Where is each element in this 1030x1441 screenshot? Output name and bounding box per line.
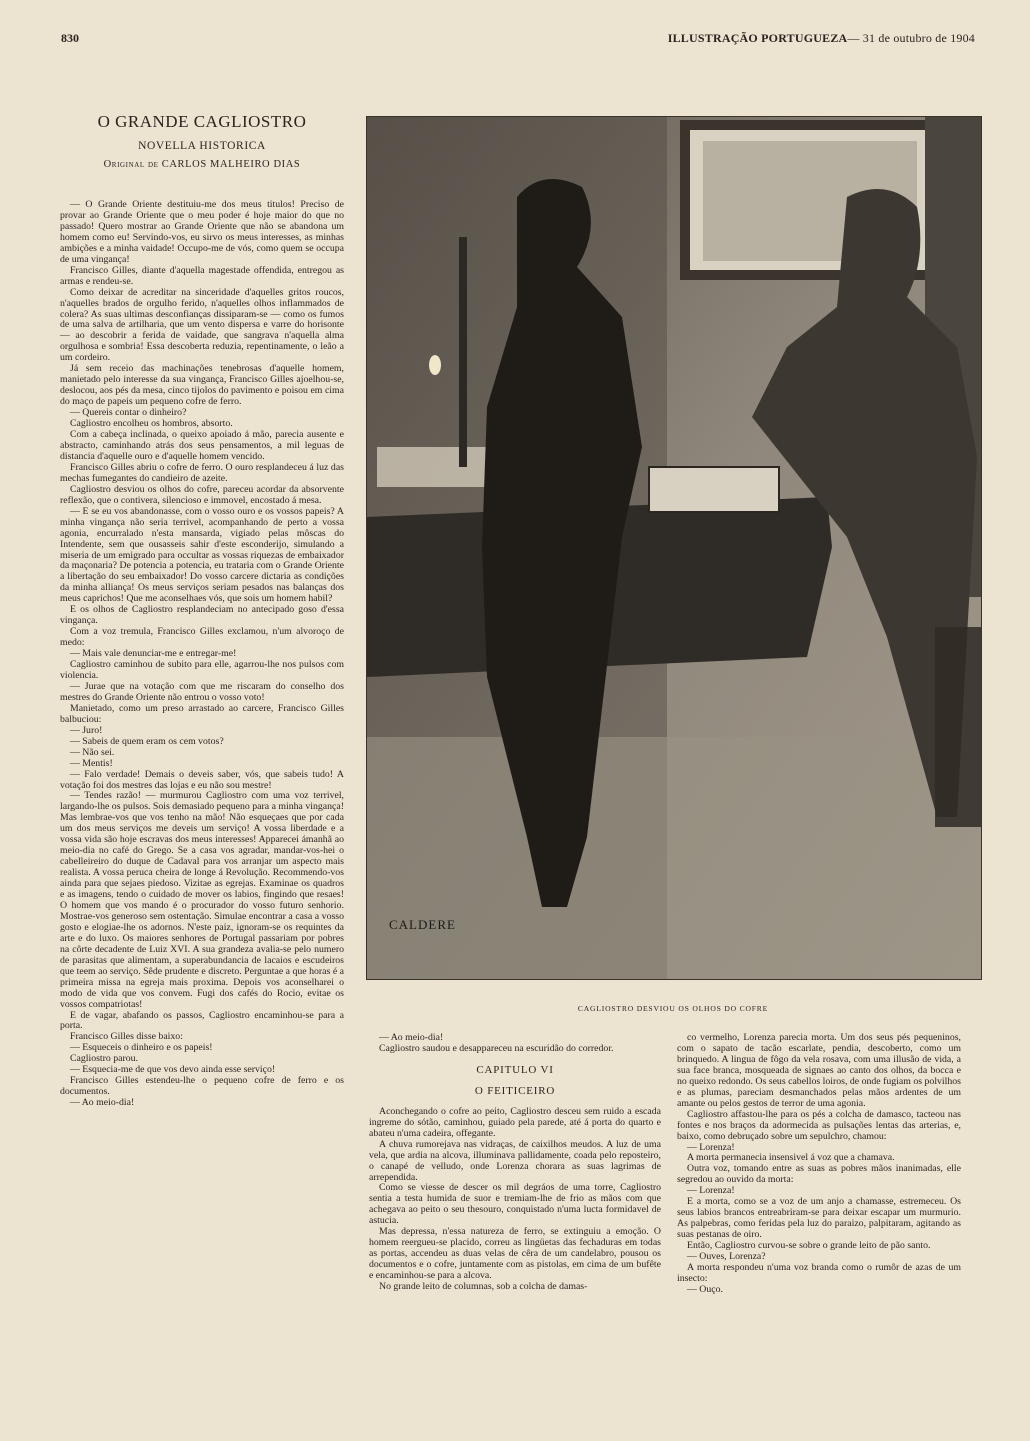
paragraph: — Sabeis de quem eram os cem votos? xyxy=(70,735,224,747)
paragraph: Francisco Gilles, diante d'aquella magestade offendida, entregou as armas e rendeu-se. xyxy=(60,264,344,287)
article-byline: Original de CARLOS MALHEIRO DIAS xyxy=(103,159,301,170)
illustration xyxy=(366,116,982,980)
paragraph: — Ao meio-dia! xyxy=(70,1097,135,1109)
paragraph: E de vagar, abafando os passos, Cagliostro encaminhou-se para a porta. xyxy=(60,1009,344,1032)
paragraph: E a morta, como se a voz de um anjo a chamasse, estremeceu. Os seus labios brancos entreabriram-se para deixar escapar um murmurio. As palpebras, como feridas pela luz do paraizo, palpitaram, agitando as suas pestanas de oiro. xyxy=(677,1196,961,1241)
paragraph: — Mentis! xyxy=(70,757,113,769)
text-column-2 xyxy=(369,1033,661,1293)
paragraph: Francisco Gilles disse baixo: xyxy=(70,1031,183,1043)
paragraph: — Ouço. xyxy=(687,1283,723,1295)
paragraph: — Mais vale denunciar-me e entregar-me! xyxy=(70,648,237,660)
paragraph: Então, Cagliostro curvou-se sobre o grande leito de pão santo. xyxy=(687,1240,931,1252)
paragraph: — Não sei. xyxy=(70,746,115,758)
paragraph: Cagliostro affastou-lhe para os pés a colcha de damasco, tacteou nas fontes e nos braços da adormecida as pulsações lentas das arterias, e, baixo, como debruçado sobre um sepulchro, chamou: xyxy=(677,1108,961,1142)
paragraph: Como deixar de acreditar na sinceridade d'aquelles gritos roucos, n'aquelles brados de orgulho ferido, n'aquelles olhos inflammados de colera? As suas ultimas desconfianças dissiparam-se — como os fumos de uma salva de artilharia, que um vento dispersa e varre do horisonte — ao descobrir a ferida de vaidade, que sangrava n'aquella alma orgulhosa e sombria! Essa descoberta reduzia, repentinamente, o leão a um cordeiro. xyxy=(60,286,344,364)
paragraph: A morta respondeu n'uma voz branda como o rumôr de azas de um insecto: xyxy=(677,1262,961,1284)
illustration-drawing xyxy=(367,117,981,979)
paragraph: — Tendes razão! — murmurou Cagliostro com uma voz terrivel, largando-lhe os pulsos. Sois demasiado pequeno para a minha vingança! Mas lembrae-vos que vos tenho na mão! Não esqueçaes que por cada um dos meus serviços me deveis um serviço! A vossa liberdade e a vossa vida são hoje escravas dos meus interesses! Apparecei ámanhã ao meio-dia no café do Grego. Se a casa vos agradar, mandar-vos-hei o cabelleireiro do duque de Cadaval para vos arranjar um aspecto mais realista. A vossa peruca cheira de longe á Revolução. Recommendo-vos ainda para que sejaes piedoso. Vizitae as egrejas. Examinae os quadros e as imagens, tendo o cuidado de mover os labios, fingindo que resaes! O homem que vos mando é o procurador do vosso futuro senhorio. Mostrae-vos generoso sem ostentação. Simulae encontrar a casa a vosso gosto e elogiae-lhe os adornos. N'este paiz, ignoram-se os requintes da arte e do luxo. Os maiores senhores de Portugal passariam por pobres na côrte decadente de Luiz XVI. A sua grandeza avalia-se pelo numero de parasitas que alimentam, a superabundancia de lacaios e escudeiros que teem ao serviço. Sêde prudente e discreto. Perguntae a que horas é a primeira missa na egreja mais proxima. Depois vos aconselharei o modo de vida que vos convem. Fugi dos cafés do Rocio, evitae os vossos compatriotas! xyxy=(60,790,344,1010)
paragraph: Aconchegando o cofre ao peito, Cagliostro desceu sem ruido a escada ingreme do sótão, caminhou, guiado pela parede, até á porta do quarto e abateu n'uma cadeira, offegante. xyxy=(369,1105,661,1139)
masthead xyxy=(668,31,975,46)
article-title: O GRANDE CAGLIOSTRO xyxy=(97,112,307,131)
page-header xyxy=(55,31,975,49)
paragraph: — Falo verdade! Demais o deveis saber, vós, que sabeis tudo! A votação foi dos mestres das lojas e eu não sou mestre! xyxy=(60,768,344,791)
issue-date: — 31 de outubro de 1904 xyxy=(847,31,975,45)
paragraph: Cagliostro desviou os olhos do cofre, pareceu acordar da absorvente reflexão, que o contivera, silencioso e immovel, encostado á mesa. xyxy=(60,483,344,506)
text-column-3 xyxy=(677,1033,961,1296)
article-title-block xyxy=(60,112,344,170)
paragraph: Cagliostro parou. xyxy=(70,1053,139,1065)
paragraph: No grande leito de columnas, sob a colcha de damas- xyxy=(379,1281,588,1293)
paragraph: — Lorenza! xyxy=(687,1141,735,1153)
paragraph: Outra voz, tomando entre as suas as pobres mãos inanimadas, elle segredou ao ouvido da morta: xyxy=(677,1163,961,1186)
paragraph: Com a voz tremula, Francisco Gilles exclamou, n'um alvoroço de medo: xyxy=(60,626,344,649)
paragraph: — Esqueceis o dinheiro e os papeis! xyxy=(70,1042,213,1054)
candle-flame xyxy=(429,355,441,375)
paragraph: co vermelho, Lorenza parecia morta. Um dos seus pés pequeninos, com o sapato de tacão escarlate, pendia, descoberto, como um brinquedo. A lingua de fôgo da vela rosava, com uma illusão de vida, a sua face branca, mosqueada de signaes ao canto dos olhos, da bocca e no queixo redondo. Os seus cabellos loiros, de onde fugiam os polvilhos e as plumas, pareciam desmanchados pelas mãos ardentes de um amante ou pelos gestos de terror de uma agonia. xyxy=(677,1032,961,1109)
illustration-caption: CAGLIOSTRO DESVIOU OS OLHOS DO COFRE xyxy=(577,1004,769,1013)
col2-top-paragraphs xyxy=(369,1033,661,1055)
paragraph: Mas depressa, n'essa natureza de ferro, se extinguiu a emoção. O homem reergueu-se placido, correu as lingüetas das fechaduras em todas as portas, accendeu as duas velas de cêra de um candelabro, pousou os documentos e o cofre, juntamente com as pistolas, em cima de um bufête e encaminhou-se para a alcova. xyxy=(369,1226,661,1282)
paragraph: Como se viesse de descer os mil degráos de uma torre, Cagliostro sentia a testa humida de suor e tremiam-lhe de frio as mãos com que achegava ao peito o seu thesouro, conquistado n'uma lucta formidavel de astucia. xyxy=(369,1182,661,1227)
paragraph: — Ouves, Lorenza? xyxy=(687,1251,766,1263)
col2-bottom-paragraphs xyxy=(369,1107,661,1293)
paragraph: — Quereis contar o dinheiro? xyxy=(70,407,187,419)
page-number: 830 xyxy=(61,31,79,45)
candlestick xyxy=(459,237,467,467)
paragraph: — O Grande Oriente destituiu-me dos meus titulos! Preciso de provar ao Grande Oriente que o meu poder é hoje maior do que no passado! Quero mostrar ao Grande Oriente que não se abandona um homem como eu! Servindo-vos, eu sirvo os meus interesses, as minhas ambições e a minha vaidade! Occupo-me de vós, como quem se occupa de uma vingança! xyxy=(60,199,344,265)
paragraph: — Lorenza! xyxy=(687,1185,735,1197)
article-subtitle: NOVELLA HISTORICA xyxy=(138,140,266,152)
paragraph: Cagliostro saudou e desappareceu na escuridão do corredor. xyxy=(379,1042,614,1054)
paragraph: Com a cabeça inclinada, o queixo apoiado á mão, parecia ausente e abstracto, caminhando atrás dos seus pensamentos, a mil leguas de distancia d'aquelle ouro e d'aquelle homem vencido. xyxy=(60,429,344,462)
paragraph: Francisco Gilles estendeu-lhe o pequeno cofre de ferro e os documentos. xyxy=(60,1075,344,1098)
floor xyxy=(367,737,981,979)
document-cofre xyxy=(649,467,779,512)
paragraph: — Jurae que na votação com que me riscaram do conselho dos mestres do Grande Oriente não entrou o vosso voto! xyxy=(60,680,344,703)
artist-signature: CALDERE xyxy=(389,917,456,932)
paragraph: Cagliostro caminhou de subito para elle, agarrou-lhe nos pulsos com violencia. xyxy=(60,659,344,681)
chair xyxy=(935,627,981,827)
paragraph: Francisco Gilles abriu o cofre de ferro. O ouro resplandeceu á luz das mechas fumegantes do candieiro de azeite. xyxy=(60,461,344,484)
paragraph: A morta permanecia insensivel á voz que a chamava. xyxy=(687,1152,895,1164)
masthead-title: ILLUSTRAÇÃO PORTUGUEZA xyxy=(667,31,848,45)
text-column-1 xyxy=(60,200,344,1109)
paragraph: Já sem receio das machinações tenebrosas d'aquelle homem, manietado pelo interesse da sua vingança, Francisco Gilles ajoelhou-se, deslocou, aos pés da mesa, cinco tijolos do pavimento e poisou em cima do maço de papeis um pequeno cofre de ferro. xyxy=(60,363,344,408)
paragraph: Cagliostro encolheu os hombros, absorto. xyxy=(70,418,233,430)
chapter-number: CAPITULO VI xyxy=(476,1063,554,1076)
paragraph: — Esquecia-me de que vos devo ainda esse serviço! xyxy=(70,1064,276,1076)
paragraph: E os olhos de Cagliostro resplandeciam no antecipado goso d'essa vingança. xyxy=(60,604,344,627)
chapter-title: O FEITICEIRO xyxy=(474,1084,556,1097)
paragraph: — Ao meio-dia! xyxy=(379,1032,444,1043)
paragraph: A chuva rumorejava nas vidraças, de caixilhos meudos. A luz de uma vela, que ardia na alcova, illuminava pallidamente, coada pelo reposteiro, o canapé de velludo, onde Lorenza chorara as suas lagrimas de arrependida. xyxy=(369,1138,661,1183)
paragraph: — Juro! xyxy=(70,724,103,736)
paragraph: Manietado, como um preso arrastado ao carcere, Francisco Gilles balbuciou: xyxy=(60,702,344,725)
paragraph: — E se eu vos abandonasse, com o vosso ouro e os vossos papeis? A minha vingança não seria terrivel, acompanhando de perto a vossa agonia, encurralado n'esta mansarda, vigiado pelas môscas do Intendente, sem que ousasseis sahir d'este esconderijo, simulando a miseria de um emigrado para occultar as vossas riquezas de embaixador da maçonaria? De potencia a potencia, eu trataria com o Grande Oriente a libertação do seu embaixador! Do vosso carcere dictaria as condições da minha alliança! Os meus serviços seriam pesados nas balanças dos meus caprichos! Que me aconselhaes vós, que sois um homem habil? xyxy=(60,505,344,605)
